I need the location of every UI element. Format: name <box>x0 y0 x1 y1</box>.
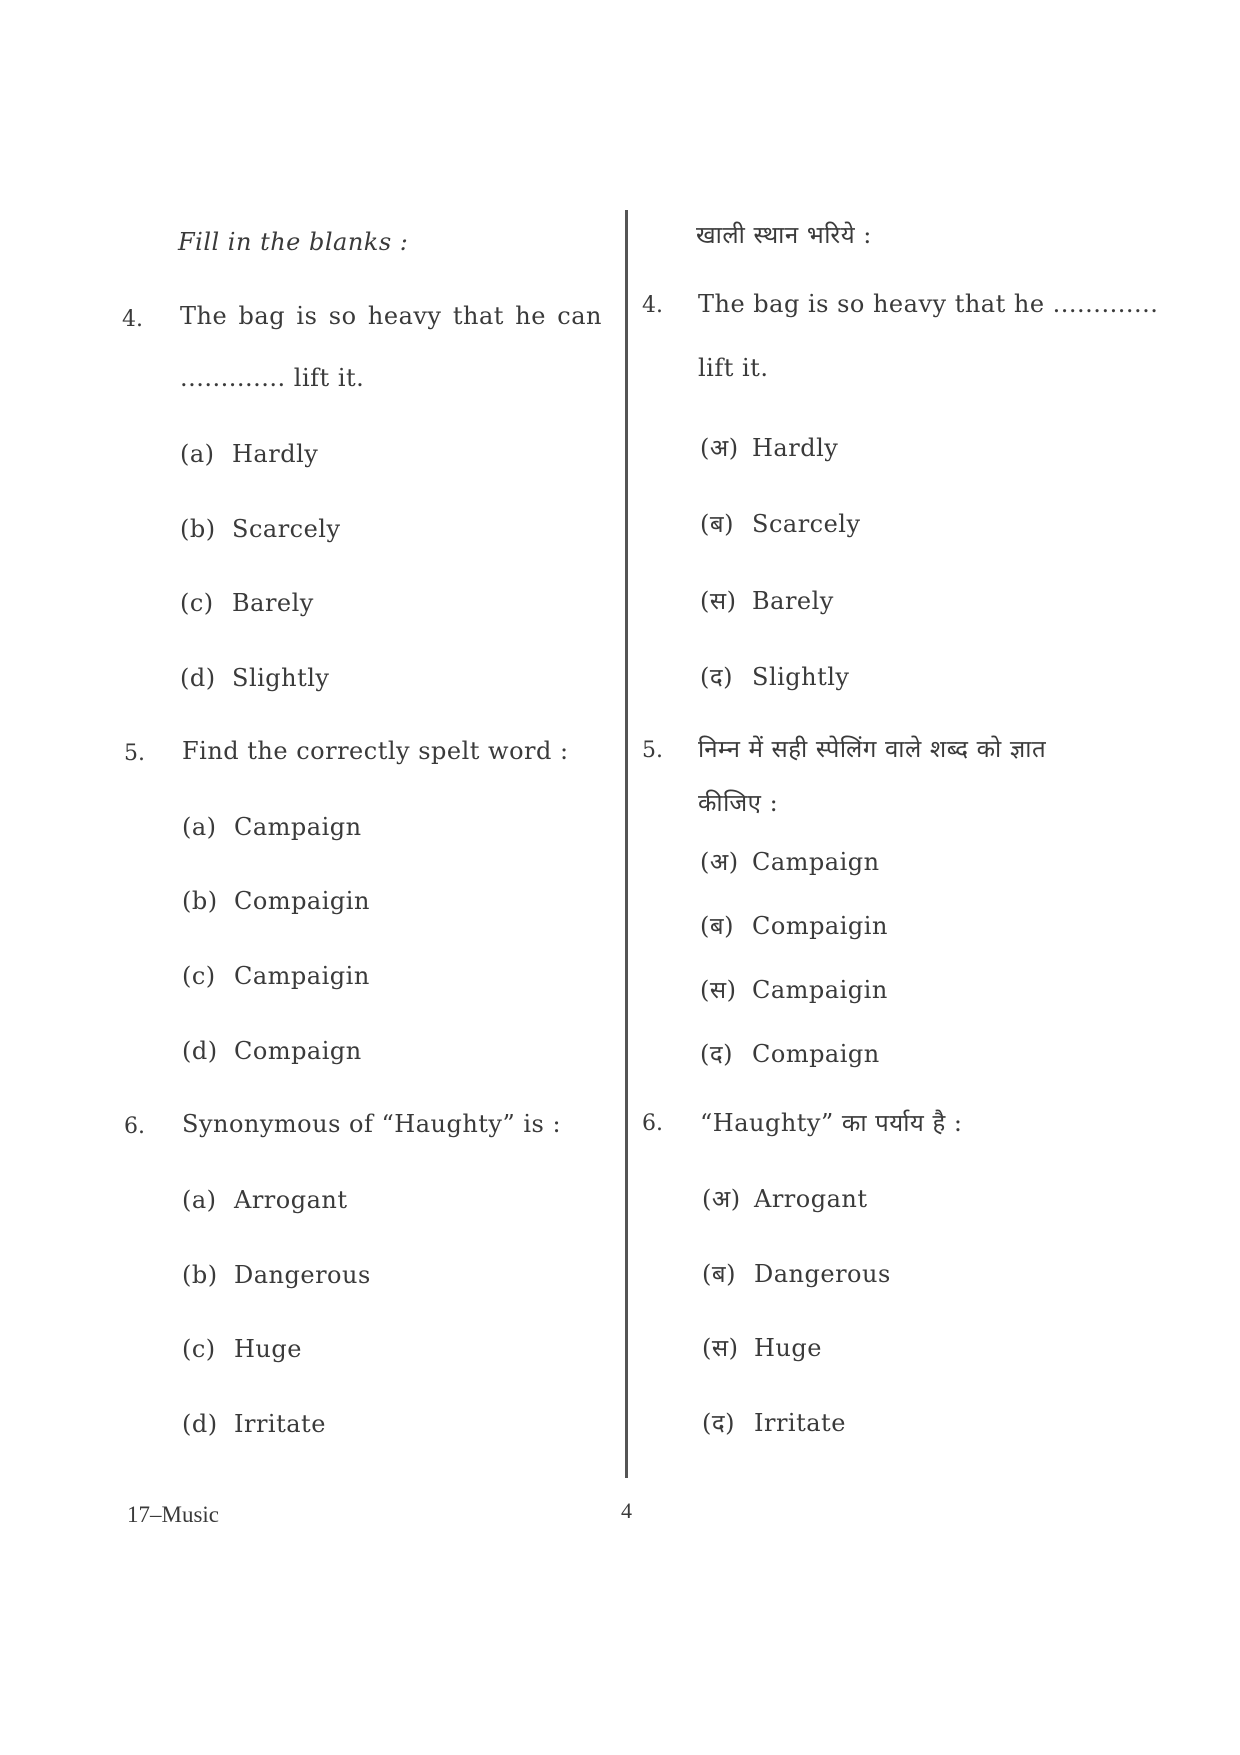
page-number: 4 <box>621 1498 632 1523</box>
question-text: Synonymous of “Haughty” is : <box>182 1110 562 1138</box>
option-text: Dangerous <box>754 1260 891 1288</box>
option-text: Irritate <box>754 1409 846 1437</box>
option-label: (d) <box>180 664 216 692</box>
option-label: (द) <box>700 663 733 691</box>
option <box>180 515 341 543</box>
option-text: Scarcely <box>232 515 341 543</box>
option-label: (स) <box>702 1334 739 1362</box>
option-text: Compaigin <box>752 912 888 940</box>
option-label: (ब) <box>700 912 734 940</box>
option-text: Compaign <box>752 1040 880 1068</box>
section-heading: Fill in the blanks : <box>178 228 409 256</box>
paper-code: 17–Music <box>127 1502 219 1527</box>
option-text: Dangerous <box>234 1261 371 1289</box>
option-text: Irritate <box>234 1410 326 1438</box>
question-number: 6. <box>642 1111 663 1136</box>
option <box>180 440 318 468</box>
option-label: (c) <box>182 962 216 990</box>
option <box>182 1261 371 1289</box>
option <box>702 1257 891 1290</box>
question-text: lift it. <box>698 354 769 382</box>
question-text: “Haughty” का पर्याय है : <box>700 1109 963 1137</box>
question-number: 5. <box>642 738 663 763</box>
option <box>180 664 330 692</box>
option <box>182 1037 362 1065</box>
option-label: (a) <box>180 440 215 468</box>
option <box>700 1037 880 1070</box>
option-label: (अ) <box>700 434 739 462</box>
option-text: Campaigin <box>234 962 370 990</box>
option-text: Campaign <box>752 848 880 876</box>
option-label: (b) <box>180 515 216 543</box>
option <box>702 1331 822 1364</box>
option-label: (b) <box>182 887 218 915</box>
option <box>702 1182 868 1215</box>
option-label: (ब) <box>700 510 734 538</box>
option-label: (अ) <box>702 1185 741 1213</box>
option <box>182 1186 348 1214</box>
question-text: The bag is so heavy that he ............. <box>698 290 1159 318</box>
question-text: The bag is so heavy that he can <box>180 302 602 330</box>
question-number: 4. <box>122 307 143 332</box>
option-text: Arrogant <box>754 1185 868 1213</box>
option <box>700 584 834 617</box>
option <box>182 813 362 841</box>
option-text: Hardly <box>752 434 839 462</box>
option-label: (अ) <box>700 848 739 876</box>
option-text: Huge <box>754 1334 822 1362</box>
question-number: 5. <box>124 741 145 766</box>
option <box>182 1335 302 1363</box>
option <box>700 845 880 878</box>
option-label: (a) <box>182 1186 217 1214</box>
option-label: (c) <box>180 589 214 617</box>
option-label: (ब) <box>702 1260 736 1288</box>
option-label: (d) <box>182 1410 218 1438</box>
option <box>700 973 888 1006</box>
option-text: Slightly <box>752 663 850 691</box>
question-text: कीजिए : <box>698 789 779 817</box>
option <box>702 1406 846 1439</box>
option <box>700 507 861 540</box>
option-label: (b) <box>182 1261 218 1289</box>
option <box>700 909 888 942</box>
option-text: Compaign <box>234 1037 362 1065</box>
option-label: (स) <box>700 587 737 615</box>
option-text: Slightly <box>232 664 330 692</box>
option-label: (स) <box>700 976 737 1004</box>
option-text: Scarcely <box>752 510 861 538</box>
option-label: (a) <box>182 813 217 841</box>
option-text: Compaigin <box>234 887 370 915</box>
option-label: (द) <box>702 1409 735 1437</box>
question-text: Find the correctly spelt word : <box>182 737 569 765</box>
option-text: Hardly <box>232 440 319 468</box>
option-text: Barely <box>232 589 314 617</box>
option <box>182 962 370 990</box>
option-label: (द) <box>700 1040 733 1068</box>
question-text: ............. lift it. <box>180 364 365 392</box>
option <box>182 887 370 915</box>
column-divider <box>625 210 628 1478</box>
question-number: 4. <box>642 293 663 318</box>
question-text: निम्न में सही स्पेलिंग वाले शब्द को ज्ञात <box>698 735 1047 763</box>
option-label: (d) <box>182 1037 218 1065</box>
option <box>700 660 850 693</box>
option-text: Campaigin <box>752 976 888 1004</box>
option <box>700 431 838 464</box>
section-heading: खाली स्थान भरिये : <box>696 221 872 249</box>
option <box>182 1410 326 1438</box>
option-text: Campaign <box>234 813 362 841</box>
option-text: Huge <box>234 1335 302 1363</box>
option-text: Arrogant <box>234 1186 348 1214</box>
option-text: Barely <box>752 587 834 615</box>
option <box>180 589 314 617</box>
question-number: 6. <box>124 1114 145 1139</box>
option-label: (c) <box>182 1335 216 1363</box>
